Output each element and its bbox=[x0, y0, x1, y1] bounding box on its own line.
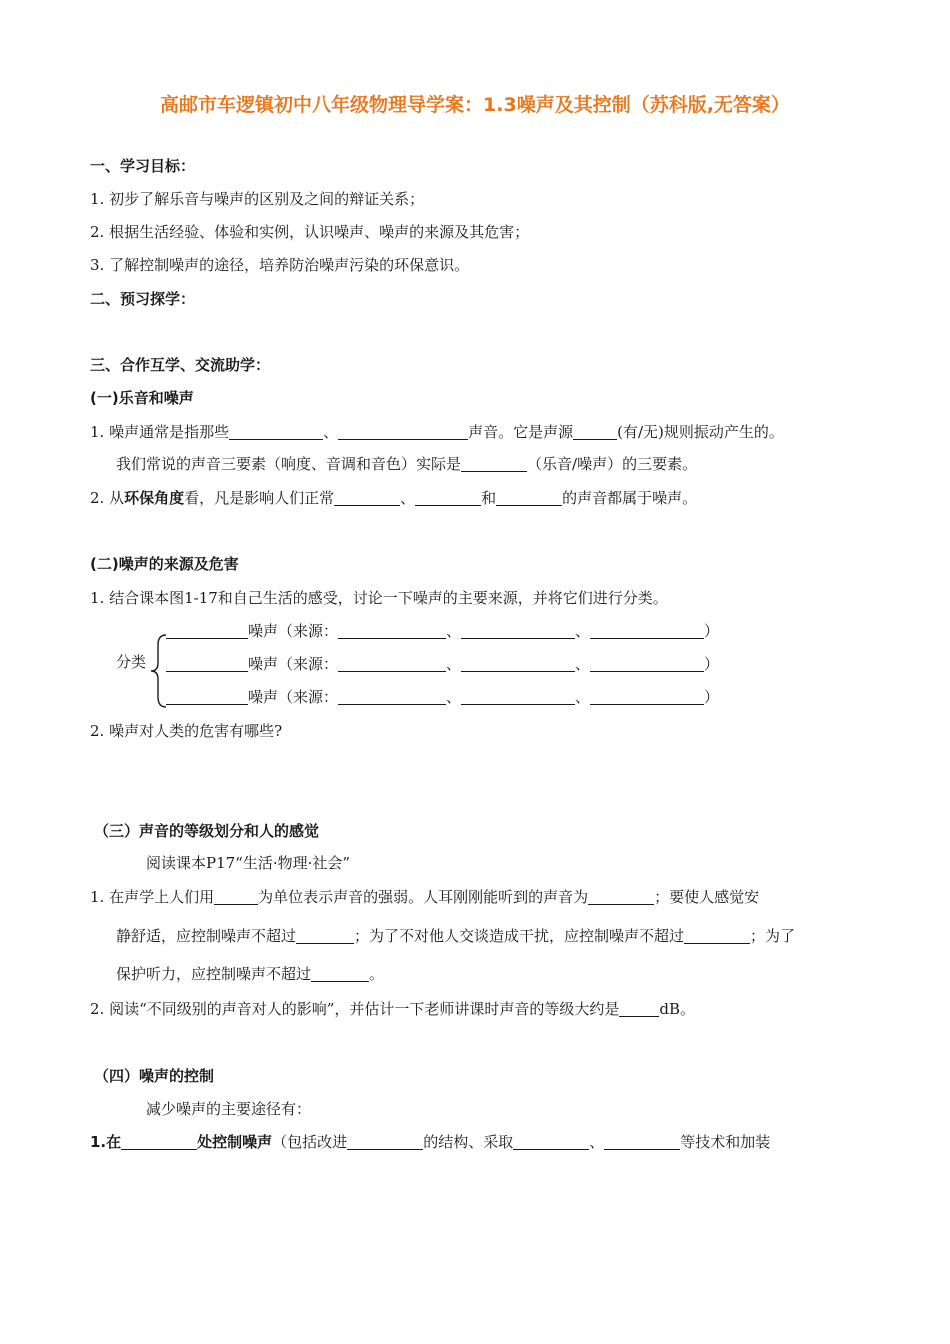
classify-row bbox=[166, 653, 719, 675]
question-text: （乐音/噪声）的三要素。 bbox=[527, 455, 698, 473]
emphasis-text: 在 bbox=[106, 1133, 122, 1151]
answer-blank[interactable] bbox=[166, 655, 248, 672]
question-text: 和 bbox=[481, 489, 497, 507]
answer-blank[interactable] bbox=[338, 655, 446, 672]
answer-blank[interactable] bbox=[166, 622, 248, 639]
classify-row bbox=[166, 686, 719, 708]
intro-text: 减少噪声的主要途径有： bbox=[146, 1100, 312, 1118]
question-text: 保护听力，应控制噪声不超过 bbox=[116, 965, 312, 983]
section-heading-preview: 二、预习探学： bbox=[90, 290, 196, 308]
section-heading-cooperative: 三、合作互学、交流助学： bbox=[90, 356, 271, 374]
emphasis-text: 处控制噪声 bbox=[197, 1133, 273, 1151]
row-label: 噪声（来源： bbox=[248, 688, 339, 706]
question-text: 。 bbox=[369, 965, 385, 983]
separator: 、 bbox=[575, 688, 591, 706]
answer-blank[interactable] bbox=[496, 489, 562, 506]
answer-blank[interactable] bbox=[214, 888, 258, 905]
question-line bbox=[90, 998, 695, 1020]
subsection-heading-music-noise: (一)乐音和噪声 bbox=[90, 389, 194, 407]
question-line bbox=[90, 487, 697, 509]
question-line: 1. 结合课本图1-17和自己生活的感受，讨论一下噪声的主要来源，并将它们进行分类。 bbox=[90, 589, 668, 607]
question-text: ；为了不对他人交谈造成干扰，应控制噪声不超过 bbox=[354, 927, 685, 945]
page-title: 高邮市车逻镇初中八年级物理导学案：1.3噪声及其控制（苏科版,无答案） bbox=[160, 94, 790, 116]
goal-item: 2. 根据生活经验、体验和实例，认识噪声、噪声的来源及其危害； bbox=[90, 223, 530, 241]
separator: 、 bbox=[446, 688, 462, 706]
question-text: 的声音都属于噪声。 bbox=[562, 489, 698, 507]
reading-instruction: 阅读课本P17“生活·物理·社会” bbox=[146, 854, 351, 872]
emphasis-text: 环保角度 bbox=[124, 489, 185, 507]
answer-blank[interactable] bbox=[334, 489, 400, 506]
answer-blank[interactable] bbox=[604, 1133, 680, 1150]
answer-blank[interactable] bbox=[338, 423, 468, 440]
question-text: 1. 噪声通常是指那些 bbox=[90, 423, 230, 441]
question-text: dB。 bbox=[659, 1000, 696, 1018]
answer-blank[interactable] bbox=[590, 655, 704, 672]
separator: 、 bbox=[446, 622, 462, 640]
separator: 、 bbox=[589, 1133, 605, 1151]
question-text: (有/无)规则振动产生的。 bbox=[617, 423, 784, 441]
goal-item: 1. 初步了解乐音与噪声的区别及之间的辩证关系； bbox=[90, 190, 425, 208]
classify-row bbox=[166, 620, 719, 642]
close-paren: ） bbox=[704, 688, 720, 706]
answer-blank[interactable] bbox=[121, 1133, 197, 1150]
question-text: （包括改进 bbox=[272, 1133, 348, 1151]
question-line bbox=[90, 421, 784, 443]
answer-blank[interactable] bbox=[461, 688, 575, 705]
answer-blank[interactable] bbox=[590, 688, 704, 705]
question-number: 1. bbox=[90, 1133, 107, 1151]
question-text: 2. 从 bbox=[90, 489, 125, 507]
answer-blank[interactable] bbox=[311, 965, 369, 982]
answer-blank[interactable] bbox=[619, 1000, 659, 1017]
answer-blank[interactable] bbox=[166, 688, 248, 705]
question-text: 2. 阅读“不同级别的声音对人的影响”，并估计一下老师讲课时声音的等级大约是 bbox=[90, 1000, 620, 1018]
separator: 、 bbox=[575, 655, 591, 673]
close-paren: ） bbox=[704, 655, 720, 673]
answer-blank[interactable] bbox=[461, 655, 575, 672]
answer-blank[interactable] bbox=[573, 423, 617, 440]
answer-blank[interactable] bbox=[338, 622, 446, 639]
answer-blank[interactable] bbox=[296, 927, 354, 944]
subsection-heading-noise-control: （四）噪声的控制 bbox=[94, 1067, 215, 1085]
answer-blank[interactable] bbox=[415, 489, 481, 506]
answer-blank[interactable] bbox=[461, 622, 575, 639]
close-paren: ） bbox=[704, 622, 720, 640]
subsection-heading-sound-levels: （三）声音的等级划分和人的感觉 bbox=[94, 822, 320, 840]
row-label: 噪声（来源： bbox=[248, 622, 339, 640]
separator: 、 bbox=[575, 622, 591, 640]
question-text: 看，凡是影响人们正常 bbox=[184, 489, 335, 507]
separator: 、 bbox=[400, 489, 416, 507]
answer-blank[interactable] bbox=[513, 1133, 589, 1150]
answer-blank[interactable] bbox=[229, 423, 323, 440]
answer-blank[interactable] bbox=[338, 688, 446, 705]
question-text: 静舒适，应控制噪声不超过 bbox=[116, 927, 297, 945]
answer-blank[interactable] bbox=[347, 1133, 423, 1150]
goal-item: 3. 了解控制噪声的途径，培养防治噪声污染的环保意识。 bbox=[90, 256, 470, 274]
question-text: 我们常说的声音三要素（响度、音调和音色）实际是 bbox=[116, 455, 462, 473]
subsection-heading-noise-sources: (二)噪声的来源及危害 bbox=[90, 555, 239, 573]
question-text: 的结构、采取 bbox=[423, 1133, 514, 1151]
answer-blank[interactable] bbox=[588, 888, 654, 905]
question-line bbox=[116, 963, 384, 985]
question-text: 1. 在声学上人们用 bbox=[90, 888, 215, 906]
question-line bbox=[116, 453, 697, 475]
question-text: 声音。它是声源 bbox=[468, 423, 574, 441]
question-text: 等技术和加装 bbox=[680, 1133, 771, 1151]
question-line bbox=[90, 1131, 770, 1153]
question-line bbox=[116, 925, 795, 947]
answer-blank[interactable] bbox=[684, 927, 750, 944]
question-text: ；为了 bbox=[750, 927, 796, 945]
question-text: ；要使人感觉安 bbox=[654, 888, 760, 906]
question-text: 为单位表示声音的强弱。人耳刚刚能听到的声音为 bbox=[258, 888, 589, 906]
separator: 、 bbox=[323, 423, 339, 441]
answer-blank[interactable] bbox=[461, 455, 527, 472]
answer-blank[interactable] bbox=[590, 622, 704, 639]
classify-label: 分类 bbox=[116, 653, 147, 671]
separator: 、 bbox=[446, 655, 462, 673]
question-line: 2. 噪声对人类的危害有哪些? bbox=[90, 722, 283, 740]
row-label: 噪声（来源： bbox=[248, 655, 339, 673]
question-line bbox=[90, 886, 759, 908]
section-heading-learning-goals: 一、学习目标： bbox=[90, 157, 196, 175]
